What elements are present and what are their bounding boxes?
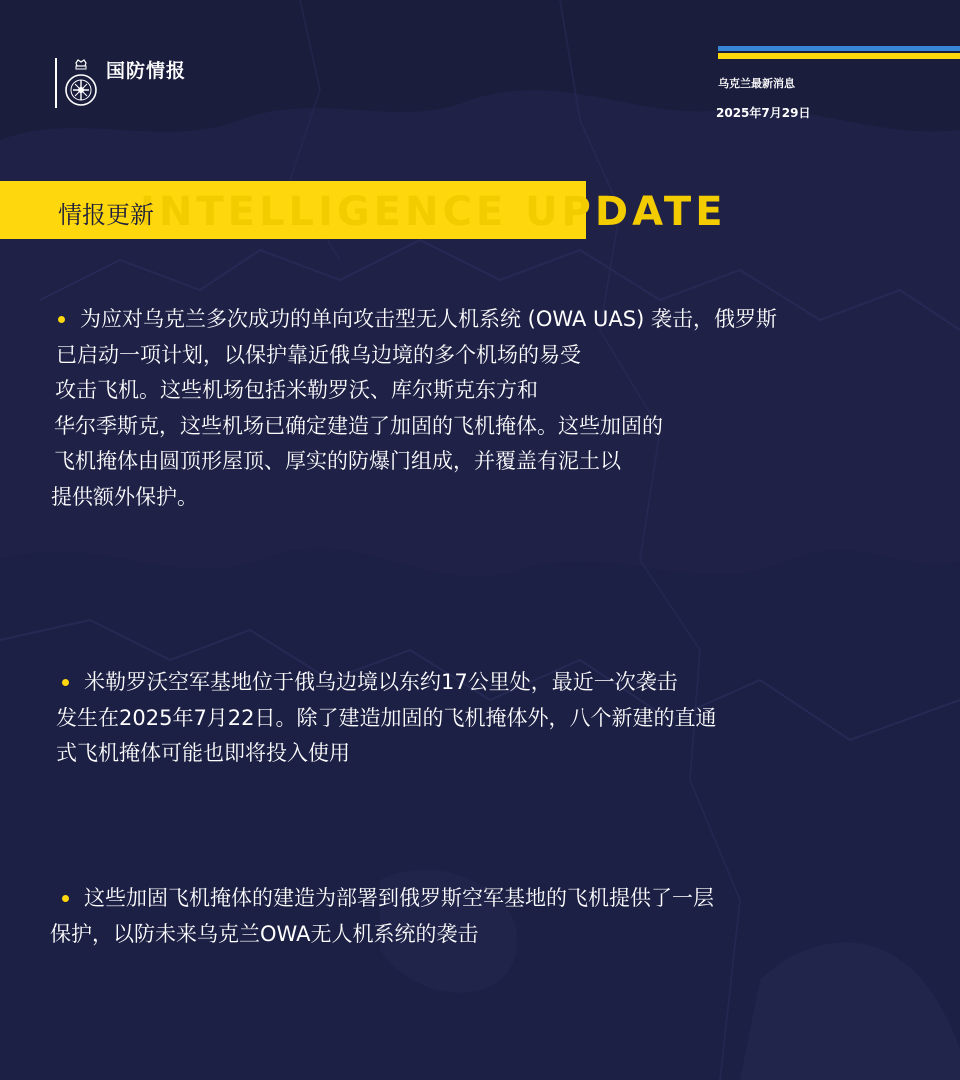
paragraph-line: 提供额外保护。 bbox=[51, 484, 198, 509]
paragraph-line: 保护，以防未来乌克兰OWA无人机系统的袭击 bbox=[50, 921, 479, 946]
paragraph-line: 发生在2025年7月22日。除了建造加固的飞机掩体外，八个新建的直通 bbox=[56, 705, 717, 730]
banner-title: 情报更新 bbox=[58, 201, 154, 229]
paragraph-line: 攻击飞机。这些机场包括米勒罗沃、库尔斯克东方和 bbox=[55, 378, 538, 402]
paragraph-3 bbox=[50, 881, 714, 952]
paragraph-line: 为应对乌克兰多次成功的单向攻击型无人机系统 (OWA UAS) 袭击，俄罗斯 bbox=[80, 307, 777, 331]
publish-date: 2025年7月29日 bbox=[716, 106, 811, 120]
org-name: 国防情报 bbox=[106, 60, 187, 82]
banner-watermark: INTELLIGENCE UPDATE bbox=[140, 189, 727, 235]
paragraph-line: 式飞机掩体可能也即将投入使用 bbox=[56, 741, 350, 765]
subtitle: 乌克兰最新消息 bbox=[718, 77, 795, 90]
header-divider bbox=[55, 58, 57, 108]
paragraph-line: 米勒罗沃空军基地位于俄乌边境以东约17公里处，最近一次袭击 bbox=[84, 670, 678, 694]
royal-crest-icon bbox=[63, 60, 99, 110]
ukraine-flag-stripes bbox=[718, 46, 960, 60]
intelligence-update-banner bbox=[0, 181, 727, 239]
paragraph-2 bbox=[56, 665, 717, 772]
paragraph-line: 飞机掩体由圆顶形屋顶、厚实的防爆门组成，并覆盖有泥土以 bbox=[54, 449, 621, 473]
paragraph-1 bbox=[51, 302, 777, 515]
paragraph-line: 已启动一项计划，以保护靠近俄乌边境的多个机场的易受 bbox=[56, 342, 581, 367]
paragraph-line: 华尔季斯克，这些机场已确定建造了加固的飞机掩体。这些加固的 bbox=[54, 413, 663, 438]
paragraph-line: 这些加固飞机掩体的建造为部署到俄罗斯空军基地的飞机提供了一层 bbox=[84, 886, 714, 910]
